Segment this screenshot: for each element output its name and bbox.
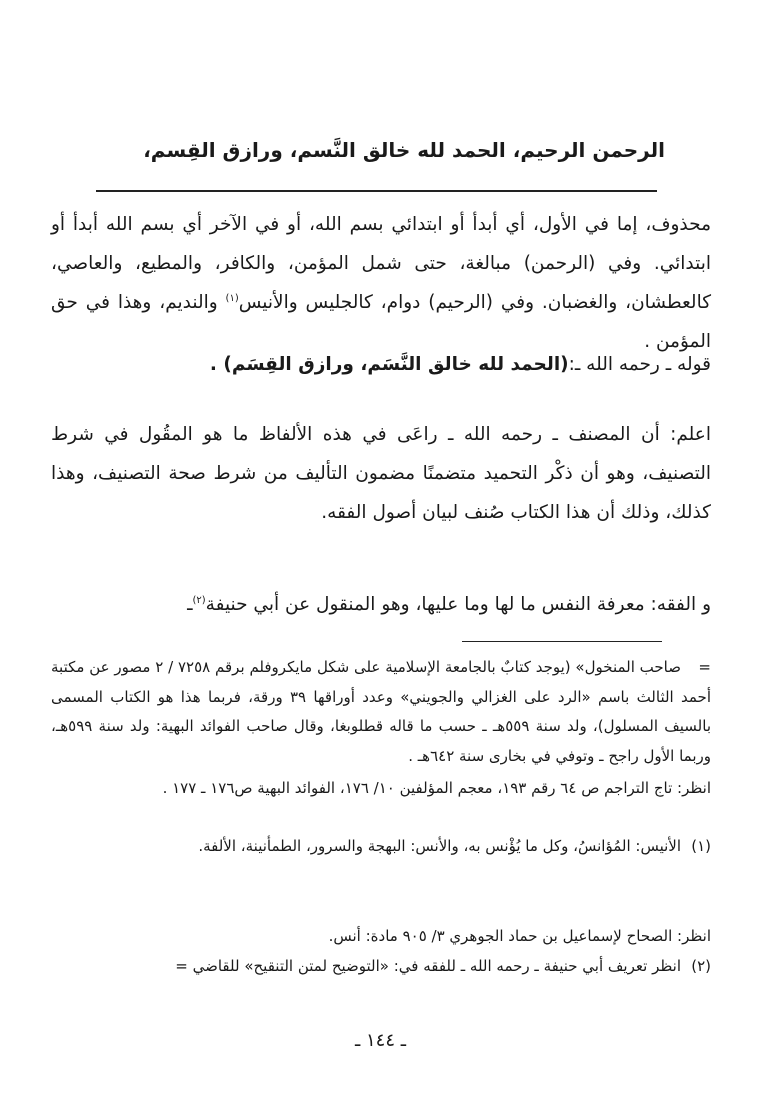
footnote-1-marker: (١) xyxy=(691,837,711,855)
footnote-1 xyxy=(51,832,711,862)
footnote-ref-2[interactable]: (٢) xyxy=(192,594,206,606)
page-number: ـ ١٤٤ ـ xyxy=(354,1030,406,1051)
footnote-2-text: انظر تعريف أبي حنيفة ـ رحمه الله ـ للفقه في: «التوضيح لمتن التنقيح» للقاضي xyxy=(192,957,681,975)
footnote-1-reference: انظر: الصحاح لإسماعيل بن حماد الجوهري ٣/ ٩٠٥ مادة: أنس. xyxy=(328,927,711,945)
paragraph-quote xyxy=(51,345,711,384)
footnote-continuation-marker: = xyxy=(698,658,711,676)
paragraph-text-end: والنديم، وهذا في حق المؤمن . xyxy=(51,292,711,352)
footnote-reference: انظر: تاج التراجم ص ٦٤ رقم ١٩٣، معجم المؤلفين ١٠/ ١٧٦، الفوائد البهية ص١٧٦ ـ ١٧٧ . xyxy=(162,779,711,797)
paragraph-text: و الفقه: معرفة النفس ما لها وما عليها، وهو المنقول عن أبي حنيفة xyxy=(205,594,711,615)
footnote-continued xyxy=(51,653,711,771)
footnote-1-text: الأنيس: المُؤانسُ، وكل ما يُؤْنس به، والأنس: البهجة والسرور، الطمأنينة، الألفة. xyxy=(198,837,681,855)
paragraph-fiqh-definition xyxy=(51,585,711,624)
paragraph-explanation: اعلم: أن المصنف ـ رحمه الله ـ راعَى في هذه الألفاظ ما هو المقُول في شرط التصنيف، وهو أن ذكْر التحميد متضمنًا مضمون التأليف من شرط صحة التصنيف، وهذا كذلك، وذلك أن هذا الكتاب صُنف لبيان أصول الفقه. xyxy=(51,424,711,523)
quote-lead: قوله ـ رحمه الله ـ: xyxy=(568,354,711,375)
paragraph-basmala-commentary xyxy=(51,205,711,361)
quoted-matn: (الحمد لله خالق النَّسَم، ورازق القِسَم) . xyxy=(209,354,569,375)
footnote-ref-1[interactable]: (١) xyxy=(225,292,239,304)
footnote-2-marker: (٢) xyxy=(691,957,711,975)
page-header: الرحمن الرحيم، الحمد لله خالق النَّسم، ورازق القِسم، xyxy=(143,138,665,162)
paragraph-text-end: ـ xyxy=(187,594,193,615)
paragraph-text: محذوف، إما في الأول، أي أبدأ أو ابتدائي بسم الله، أو في الآخر أي بسم الله أبدأ أو ابتدائي. وفي (الرحمن) مبالغة، حتى شمل المؤمن، والكافر، والمطيع، والعاصي، كالعطشان، والغضبان. وفي (الرحيم) دوام، كالجليس والأنيس xyxy=(51,214,712,313)
footnote-rule xyxy=(462,641,662,642)
header-rule xyxy=(96,190,657,192)
footnote-text: صاحب المنخول» (يوجد كتابٌ بالجامعة الإسلامية على شكل مايكروفلم برقم ٧٢٥٨ / ٢ مصور عن مكتبة أحمد الثالث باسم «الرد على الغزالي والجويني» وعدد أوراقها ٣٩ ورقة، فربما هذا هو الكتاب المسمى بالسيف المسلول)، ولد سنة ٥٥٩هـ ـ حسب ما قاله قطلوبغا، وقال صاحب الفوائد البهية: ولد سنة ٥٩٩هـ، وربما الأول راجح ـ وتوفي في بخارى سنة ٦٤٢هـ . xyxy=(51,658,711,765)
footnote-2-continuation-marker: = xyxy=(175,957,188,975)
footnote-2 xyxy=(51,952,711,982)
